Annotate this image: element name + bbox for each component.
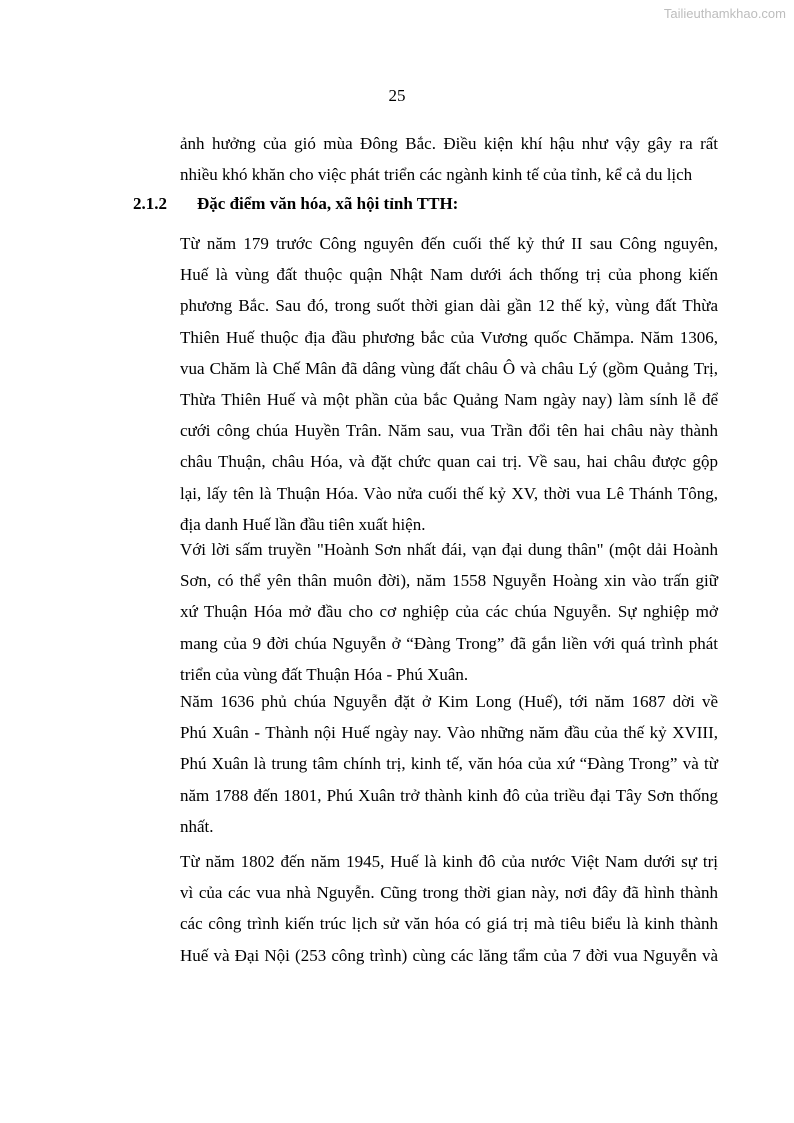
paragraph-nguyen-hoang: [180, 534, 718, 690]
text-line: xứ Thuận Hóa mở đầu cho cơ nghiệp của các chúa Nguyễn. Sự nghiệp mở: [180, 602, 718, 622]
watermark: Tailieuthamkhao.com: [663, 6, 786, 21]
section-title: Đặc điểm văn hóa, xã hội tỉnh TTH:: [197, 194, 459, 213]
text-line: Từ năm 1802 đến năm 1945, Huế là kinh đô của nước Việt Nam dưới sự trị: [180, 852, 718, 871]
text-line: vì của các vua nhà Nguyễn. Cũng trong thời gian này, nơi đây đã hình thành: [180, 883, 718, 903]
text-line: Từ năm 179 trước Công nguyên đến cuối thế kỷ thứ II sau Công nguyên,: [180, 234, 718, 253]
text-line: địa danh Huế lần đầu tiên xuất hiện.: [180, 514, 426, 534]
text-line: phương Bắc. Sau đó, trong suốt thời gian dài gần 12 thế kỷ, vùng đất Thừa: [180, 296, 718, 316]
paragraph-nguyen-dynasty: [180, 846, 718, 971]
text-line: châu Thuận, châu Hóa, và đặt chức quan cai trị. Về sau, hai châu được gộp: [180, 452, 718, 472]
text-line: lại, lấy tên là Thuận Hóa. Vào nửa cuối thế kỷ XV, thời vua Lê Thánh Tông,: [180, 483, 718, 503]
text-line: ảnh hưởng của gió mùa Đông Bắc. Điều kiện khí hậu như vậy gây ra rất: [180, 134, 718, 153]
text-line: Sơn, có thể yên thân muôn đời), năm 1558 Nguyễn Hoàng xin vào trấn giữ: [180, 571, 718, 591]
text-line: năm 1788 đến 1801, Phú Xuân trở thành kinh đô của triều đại Tây Sơn thống: [180, 785, 718, 805]
paragraph-phu-xuan: [180, 686, 718, 842]
section-heading: [133, 193, 458, 215]
text-line: cưới công chúa Huyền Trân. Năm sau, vua Trần đổi tên hai châu này thành: [180, 421, 718, 441]
text-line: Phú Xuân - Thành nội Huế ngày nay. Vào những năm đầu của thế kỷ XVIII,: [180, 723, 718, 743]
page-number: 25: [388, 86, 406, 105]
text-line: các công trình kiến trúc lịch sử văn hóa có giá trị mà tiêu biểu là kinh thành: [180, 914, 718, 934]
text-line: Huế và Đại Nội (253 công trình) cùng các lăng tẩm của 7 đời vua Nguyễn và: [180, 945, 718, 965]
text-line: Thiên Huế thuộc địa đầu phương bắc của Vương quốc Chămpa. Năm 1306,: [180, 327, 718, 347]
text-line: Phú Xuân là trung tâm chính trị, kinh tế, văn hóa của xứ “Đàng Trong” và từ: [180, 754, 718, 774]
text-line: mang của 9 đời chúa Nguyễn ở “Đàng Trong” đã gắn liền với quá trình phát: [180, 633, 718, 653]
paragraph-history: [180, 228, 718, 540]
text-line: triển của vùng đất Thuận Hóa - Phú Xuân.: [180, 664, 469, 684]
text-line: Thừa Thiên Huế và một phần của bắc Quảng Nam ngày nay) làm sính lễ để: [180, 390, 718, 410]
section-number: 2.1.2: [133, 194, 167, 213]
text-line: Huế là vùng đất thuộc quận Nhật Nam dưới ách thống trị của phong kiến: [180, 265, 718, 285]
text-line: Năm 1636 phủ chúa Nguyễn đặt ở Kim Long (Huế), tới năm 1687 dời về: [180, 692, 718, 711]
text-line: vua Chăm là Chế Mân đã dâng vùng đất châu Ô và châu Lý (gồm Quảng Trị,: [180, 358, 718, 378]
text-line: nhất.: [180, 816, 214, 836]
intro-paragraph: [180, 128, 718, 190]
text-line: nhiều khó khăn cho việc phát triển các ngành kinh tế của tỉnh, kể cả du lịch: [180, 165, 693, 185]
text-line: Với lời sấm truyền "Hoành Sơn nhất đái, vạn đại dung thân" (một dải Hoành: [180, 540, 718, 559]
